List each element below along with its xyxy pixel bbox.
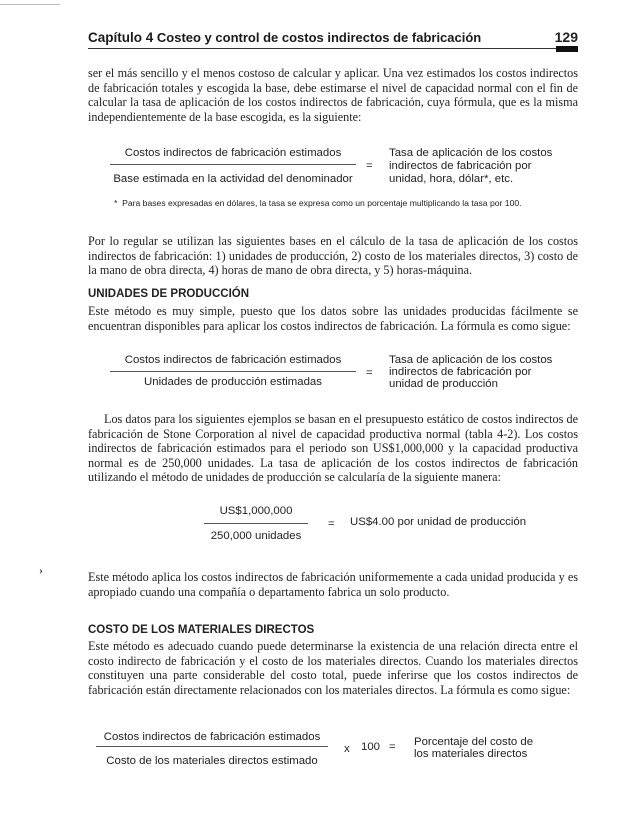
formula3-equals: = [328,518,335,530]
formula4-denominator: Costo de los materiales directos estimado [106,755,318,767]
paragraph-materiales: Este método es adecuado cuando puede determinarse la existencia de una relación directa entre el costo indirecto de fabricación y el costo de los materiales directos. Cuando los materiales directos constituyen una parte considerable del costo total, puede inferirse que los costos indirectos de fabricación están directamente relacionados con los materiales directos. La fórmula es como sigue: [88,639,578,697]
header-thumb-tab [556,46,578,52]
formula1-footnote [114,198,522,208]
formula1-numerator: Costos indirectos de fabricación estimados [124,147,342,159]
formula4-numerator: Costos indirectos de fabricación estimados [103,731,321,743]
formula3-fraction-bar [204,523,308,524]
formula4-equals: = [389,741,396,753]
formula2-result-line2: indirectos de fabricación por [389,366,532,378]
chapter-label: Capítulo 4 [88,30,154,45]
paragraph-bases: Por lo regular se utilizan las siguientes bases en el cálculo de la tasa de aplicación de los costos indirectos de fabricación: 1) unidades de producción, 2) costo de los materiales directos, 3) costo de la mano de obra directa, 4) horas de mano de obra directa, y 5) horas-máquina. [88,234,578,278]
chapter-name: Costeo y control de costos indirectos de fabricación [156,30,482,45]
paragraph-intro: ser el más sencillo y el menos costoso de calcular y aplicar. Una vez estimados los costos indirectos de fabricación totales y escogida la base, debe estimarse el nivel de capacidad normal con el fin de calcular la tasa de aplicación de los costos indirectos de fabricación, cuya fórmula, que es la misma independientemente de la base escogida, es la siguiente: [88,66,578,124]
margin-mark: › [39,563,43,577]
formula2-result-line1: Tasa de aplicación de los costos [389,354,553,366]
formula4-result-line1: Porcentaje del costo de [414,736,534,748]
formula1-result-line1: Tasa de aplicación de los costos [389,147,553,159]
formula4-fraction-bar [96,746,328,747]
top-edge-rule [0,4,60,5]
formula4-hundred: 100 [361,741,381,753]
page-number: 129 [554,29,578,45]
formula1-result-line3: unidad, hora, dólar*, etc. [389,173,514,185]
header-rule [88,48,578,49]
formula4-result-line2: los materiales directos [414,748,528,760]
formula1-result-line2: indirectos de fabricación por [389,160,532,172]
paragraph-example: Los datos para los siguientes ejemplos se basan en el presupuesto estático de costos indirectos de fabricación de Stone Corporation al nivel de capacidad productiva normal (tabla 4-2). Los costos indirectos de fabricación estimados para el periodo son US$1,000,000 y la capacidad productiva normal es de 250,000 unidades. La tasa de aplicación de los costos indirectos de fabricación utilizando el método de unidades de producción se calcularía de la siguiente manera: [88,412,578,485]
section-heading-unidades: UNIDADES DE PRODUCCIÓN [88,288,250,300]
formula4-times: x [344,743,350,755]
formula1-denominator: Base estimada en la actividad del denominador [113,173,353,185]
formula1-fraction-bar [110,164,356,165]
formula1-equals: = [366,160,373,172]
formula2-fraction-bar [110,371,356,372]
formula2-denominator: Unidades de producción estimadas [144,376,322,388]
formula3-result: US$4.00 por unidad de producción [350,516,527,528]
section-heading-materiales: COSTO DE LOS MATERIALES DIRECTOS [88,624,315,636]
formula2-equals: = [366,367,373,379]
paragraph-uniform: Este método aplica los costos indirectos de fabricación uniformemente a cada unidad producida y es apropiado cuando una compañía o departamento fabrica un solo producto. [88,570,578,599]
footnote-text: Para bases expresadas en dólares, la tasa se expresa como un porcentaje multiplicando la tasa por 100. [122,198,522,208]
formula3-numerator: US$1,000,000 [219,505,293,517]
paragraph-unidades: Este método es muy simple, puesto que los datos sobre las unidades producidas fácilmente se encuentran disponibles para aplicar los costos indirectos de fabricación. La fórmula es como sigue: [88,304,578,333]
formula2-result-line3: unidad de producción [389,378,498,390]
formula3-denominator: 250,000 unidades [210,530,302,542]
chapter-title [88,30,481,45]
footnote-mark: * [114,198,118,208]
formula2-numerator: Costos indirectos de fabricación estimados [124,354,342,366]
running-header [88,30,578,50]
